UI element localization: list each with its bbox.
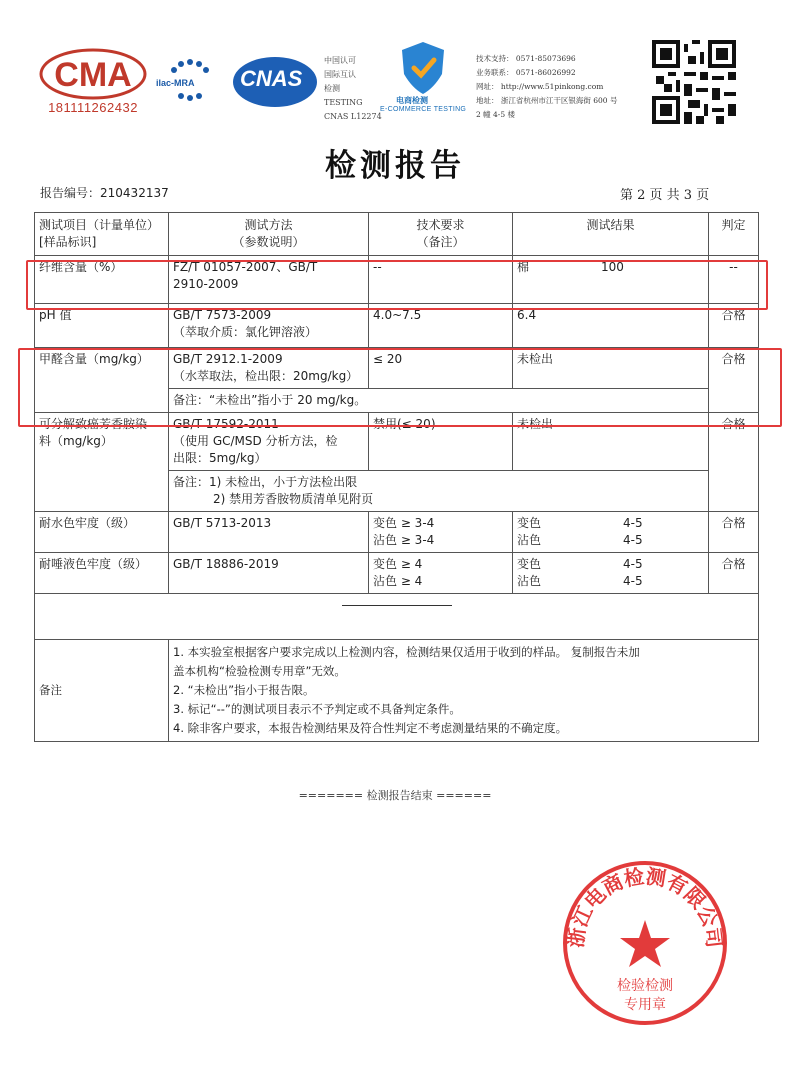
cnas-label: CNAS [240, 66, 303, 91]
judgement-cell: 合格 [709, 512, 759, 553]
report-number-label: 报告编号： [40, 186, 101, 200]
item-cell: 耐水色牢度（级） [35, 512, 169, 553]
result-cell: 6.4 [513, 304, 709, 348]
requirement-cell: 4.0~7.5 [369, 304, 513, 348]
ilac-mra-label: ilac-MRA [156, 78, 195, 88]
remarks-content: 1. 本实验室根据客户要求完成以上检测内容，检测结果仅适用于收到的样品。 复制报告未加 盖本机构“检验检测专用章”无效。 2. “未检出”指小于报告限。 3. 标记“--”的测试项目表示不予判定或不具备判定条件。 4. 除非客户要求，本报告检测结果及符合性判定不考虑测量结果的不确定度。 [169, 640, 759, 742]
item-cell: 甲醛含量（mg/kg） [35, 348, 169, 413]
header-requirement: 技术要求 （备注） [369, 213, 513, 256]
result-cell: 棉 100 [513, 256, 709, 304]
svg-text:CMA: CMA [54, 56, 132, 94]
highlight-box-fiber [26, 260, 768, 310]
accreditation-text: 中国认可 国际互认 检测 TESTING CNAS L12274 [324, 56, 382, 121]
seal-line1: 检验检测 [617, 978, 673, 994]
seal-line2: 专用章 [624, 997, 666, 1013]
qr-code [652, 40, 736, 124]
result-cell: 变色 4-5 沾色 4-5 [513, 553, 709, 594]
item-cell: 耐唾液色牢度（级） [35, 553, 169, 594]
method-cell: FZ/T 01057-2007、GB/T 2910-2009 [169, 256, 369, 304]
note-cell: 备注：“未检出”指小于 20 mg/kg。 [169, 389, 709, 413]
report-number [40, 184, 169, 201]
item-cell: pH 值 [35, 304, 169, 348]
judgement-cell: 合格 [709, 553, 759, 594]
judgement-cell: 合格 [709, 348, 759, 413]
header-judgement: 判定 [709, 213, 759, 256]
requirement-cell: 禁用(≤ 20) [369, 413, 513, 471]
method-cell: GB/T 5713-2013 [169, 512, 369, 553]
cma-number: 181111262432 [48, 100, 138, 115]
result-cell: 变色 4-5 沾色 4-5 [513, 512, 709, 553]
header-result: 测试结果 [513, 213, 709, 256]
blank-row [35, 594, 759, 640]
result-cell: 未检出 [513, 348, 709, 389]
remarks-row [35, 640, 759, 742]
remarks-label: 备注 [35, 640, 169, 742]
requirement-cell: ≤ 20 [369, 348, 513, 389]
note-cell: 备注：1) 未检出，小于方法检出限 2) 禁用芳香胺物质清单见附页 [169, 471, 709, 512]
judgement-cell: 合格 [709, 304, 759, 348]
separator-cell [35, 594, 759, 640]
requirement-cell: -- [369, 256, 513, 304]
requirement-cell: 变色 ≥ 4 沾色 ≥ 4 [369, 553, 513, 594]
report-number-value: 210432137 [100, 186, 169, 200]
highlight-box-formaldehyde [18, 348, 782, 427]
result-cell: 未检出 [513, 413, 709, 471]
company-seal [560, 858, 730, 1028]
method-cell: GB/T 17592-2011 （使用 GC/MSD 分析方法，检 出限：5mg/kg） [169, 413, 369, 471]
method-cell: GB/T 2912.1-2009 （水萃取法，检出限：20mg/kg） [169, 348, 369, 389]
table-row [35, 553, 759, 594]
header-method: 测试方法 （参数说明） [169, 213, 369, 256]
contact-info: 技术支持： 0571-85073696 业务联系： 0571-86026992 网址： http://www.51pinkong.com 地址： 浙江省杭州市江干区银海街 600 号 2 幢 4-5 楼 [476, 54, 618, 119]
item-cell: 纤维含量（%） [35, 256, 169, 304]
method-cell: GB/T 18886-2019 [169, 553, 369, 594]
report-end-marker: ======= 检测报告结束 ====== [298, 789, 492, 802]
item-cell: 可分解致癌芳香胺染 料（mg/kg） [35, 413, 169, 512]
separator-line [342, 605, 452, 606]
page-indicator: 第 2 页 共 3 页 [620, 188, 710, 203]
table-row [35, 512, 759, 553]
requirement-cell: 变色 ≥ 3-4 沾色 ≥ 3-4 [369, 512, 513, 553]
ecommerce-testing-subtitle: E-COMMERCE TESTING [380, 106, 467, 113]
table-row [35, 304, 759, 348]
document-title: 检测报告 [325, 148, 465, 184]
seal-arc-text: 浙江电商检测有限公司 [563, 864, 727, 949]
table-header-row [35, 213, 759, 256]
header-item: 测试项目（计量单位） [样品标识] [35, 213, 169, 256]
judgement-cell: -- [709, 256, 759, 304]
ecommerce-testing-title: 电商检测 [396, 96, 428, 105]
method-cell: GB/T 7573-2009 （萃取介质：氯化钾溶液） [169, 304, 369, 348]
judgement-cell: 合格 [709, 413, 759, 512]
